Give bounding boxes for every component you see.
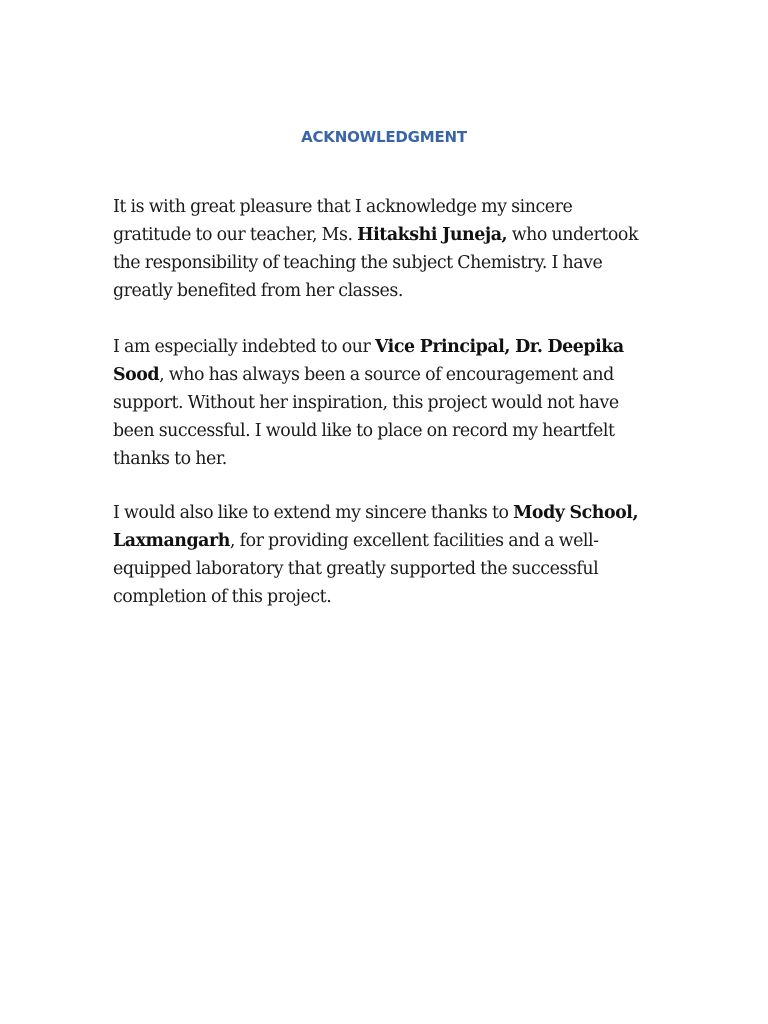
text-line	[113, 361, 658, 389]
text-run: equipped laboratory that greatly supported the successful	[113, 559, 599, 579]
text-run: the responsibility of teaching the subject Chemistry. I have	[113, 253, 603, 273]
bold-text-run: Mody School,	[513, 503, 639, 523]
page-title: ACKNOWLEDGMENT	[301, 128, 467, 146]
paragraph-3	[113, 499, 658, 611]
paragraph-2	[113, 333, 658, 473]
text-line	[113, 333, 658, 361]
text-run: , who has always been a source of encouragement and	[159, 365, 614, 385]
text-run: who undertook	[507, 225, 639, 245]
text-line	[113, 555, 658, 583]
text-line	[113, 417, 658, 445]
text-line	[113, 193, 658, 221]
text-line	[113, 499, 658, 527]
text-line	[113, 389, 658, 417]
text-run: greatly benefited from her classes.	[113, 281, 403, 301]
text-line	[113, 249, 658, 277]
text-line	[113, 221, 658, 249]
bold-text-run: Hitakshi Juneja,	[357, 225, 508, 245]
bold-text-run: Laxmangarh	[113, 531, 230, 551]
text-line	[113, 445, 658, 473]
text-line	[113, 277, 658, 305]
text-line	[113, 527, 658, 555]
text-run: support. Without her inspiration, this project would not have	[113, 393, 619, 413]
paragraph-1	[113, 193, 658, 305]
text-line	[113, 583, 658, 611]
text-run: thanks to her.	[113, 449, 227, 469]
text-run: completion of this project.	[113, 587, 332, 607]
text-run: I am especially indebted to our	[113, 337, 375, 357]
text-run: gratitude to our teacher, Ms.	[113, 225, 358, 245]
bold-text-run: Vice Principal, Dr. Deepika	[374, 337, 624, 357]
text-run: been successful. I would like to place on record my heartfelt	[113, 421, 615, 441]
text-run: , for providing excellent facilities and a well-	[229, 531, 599, 551]
bold-text-run: Sood	[113, 365, 160, 385]
text-run: It is with great pleasure that I acknowledge my sincere	[113, 197, 573, 217]
text-run: I would also like to extend my sincere thanks to	[113, 503, 514, 523]
